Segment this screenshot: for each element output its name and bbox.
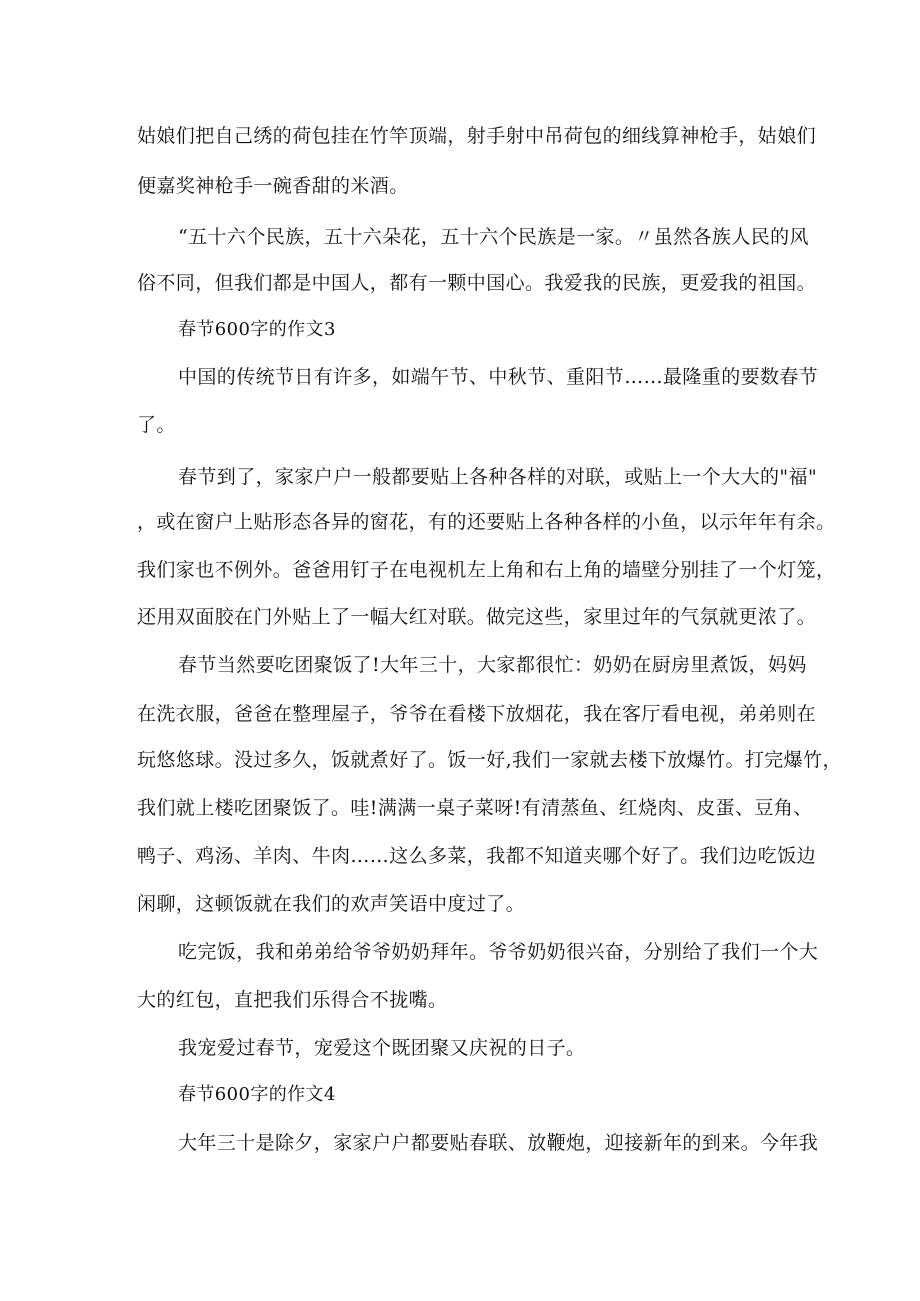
text-line: 中国的传统节日有许多，如端午节、中秋节、重阳节……最隆重的要数春节 (178, 366, 819, 388)
text-line: 俗不同，但我们都是中国人，都有一颗中国心。我爱我的民族，更爱我的祖国。 (137, 272, 817, 294)
text-line: 闲聊，这顿饭就在我们的欢声笑语中度过了。 (137, 893, 526, 915)
text-line: 大年三十是除夕，家家户户都要贴春联、放鞭炮，迎接新年的到来。今年我 (178, 1132, 819, 1154)
section-heading: 春节600字的作文4 (178, 1084, 336, 1105)
text-line: 在洗衣服，爸爸在整理屋子，爷爷在看楼下放烟花，我在客厅看电视，弟弟则在 (137, 703, 817, 725)
text-line: 还用双面胶在门外贴上了一幅大红对联。做完这些，家里过年的气氛就更浓了。 (137, 606, 817, 628)
text-line: 我们家也不例外。爸爸用钉子在电视机左上角和右上角的墙壁分别挂了一个灯笼， (137, 559, 836, 581)
text-line: 玩悠悠球。没过多久，饭就煮好了。饭一好,我们一家就去楼下放爆竹。打完爆竹， (137, 749, 842, 771)
text-line: ，或在窗户上贴形态各异的窗花，有的还要贴上各种各样的小鱼，以示年年有余。 (137, 511, 836, 533)
text-line: 我宠爱过春节，宠爱这个既团聚又庆祝的日子。 (178, 1037, 586, 1059)
text-line: 姑娘们把自己绣的荷包挂在竹竿顶端，射手射中吊荷包的细线算神枪手，姑娘们 (137, 125, 817, 147)
text-line: 春节当然要吃团聚饭了!大年三十，大家都很忙：奶奶在厨房里煮饭，妈妈 (178, 654, 807, 676)
section-heading: 春节600字的作文3 (178, 319, 336, 340)
text-line: “五十六个民族，五十六朵花，五十六个民族是一家。〃虽然各族人民的风 (178, 226, 809, 248)
text-line: 便嘉奖神枪手一碗香甜的米酒。 (137, 175, 409, 197)
text-line: 大的红包，直把我们乐得合不拢嘴。 (137, 989, 448, 1011)
text-line: 春节到了，家家户户一般都要贴上各种各样的对联，或贴上一个大大的"福" (178, 466, 818, 488)
text-line: 吃完饭，我和弟弟给爷爷奶奶拜年。爷爷奶奶很兴奋，分别给了我们一个大 (178, 941, 819, 963)
text-line: 鸭子、鸡汤、羊肉、牛肉……这么多菜，我都不知道夹哪个好了。我们边吃饭边 (137, 845, 817, 867)
text-line: 了。 (137, 414, 176, 436)
text-line: 我们就上楼吃团聚饭了。哇!满满一桌子菜呀!有清蒸鱼、红烧肉、皮蛋、豆角、 (137, 797, 813, 819)
